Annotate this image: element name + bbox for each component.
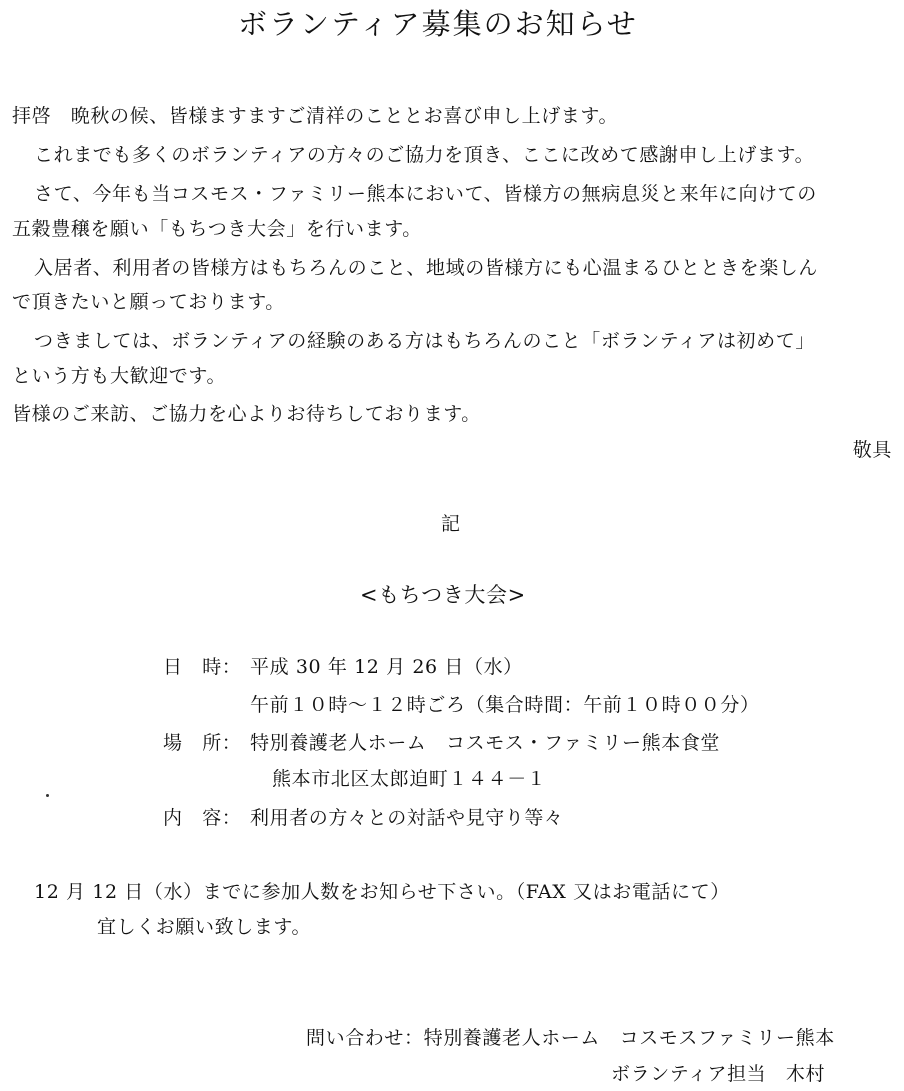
thanks-paragraph: これまでも多くのボランティアの方々のご協力を頂き、ここに改めて感謝申し上げます。	[34, 144, 815, 166]
invitation-paragraph-line2: で頂きたいと願っております。	[12, 291, 285, 313]
place-label: 場 所：	[163, 732, 242, 754]
keigu-closing: 敬具	[852, 439, 892, 461]
ki-heading: 記	[441, 513, 461, 535]
time-value: 午前１０時～１２時ごろ（集合時間：午前１０時００分）	[250, 694, 760, 716]
date-value: 平成 30 年 12 月 26 日（水）	[250, 656, 523, 678]
scan-speck	[46, 794, 49, 797]
event-paragraph-line2: 五穀豊穣を願い「もちつき大会」を行います。	[12, 218, 422, 240]
event-title: <もちつき大会>	[360, 583, 526, 607]
welcome-paragraph-line1: つきましては、ボランティアの経験のある方はもちろんのこと「ボランティアは初めて」	[34, 330, 815, 352]
contact-person: ボランティア担当 木村	[611, 1063, 826, 1085]
contact-line: 問い合わせ：特別養護老人ホーム コスモスファミリー熊本	[306, 1027, 835, 1049]
address-value: 熊本市北区太郎迫町１４４－１	[272, 768, 547, 790]
welcome-paragraph-line2: という方も大歓迎です。	[12, 365, 227, 387]
invitation-paragraph-line1: 入居者、利用者の皆様方はもちろんのこと、地域の皆様方にも心温まるひとときを楽しん	[34, 257, 819, 279]
content-value: 利用者の方々との対話や見守り等々	[250, 807, 564, 829]
place-value: 特別養護老人ホーム コスモス・ファミリー熊本食堂	[250, 732, 721, 754]
greeting-paragraph: 拝啓 晩秋の候、皆様ますますご清祥のこととお喜び申し上げます。	[12, 105, 619, 127]
event-paragraph-line1: さて、今年も当コスモス・ファミリー熊本において、皆様方の無病息災と来年に向けての	[34, 183, 817, 205]
rsvp-notice: 12 月 12 日（水）までに参加人数をお知らせ下さい。（FAX 又はお電話にて）	[34, 881, 730, 903]
closing-paragraph: 皆様のご来訪、ご協力を心よりお待ちしております。	[12, 403, 481, 425]
regards-line: 宜しくお願い致します。	[97, 916, 312, 938]
date-label: 日 時：	[163, 656, 242, 678]
content-label: 内 容：	[163, 807, 242, 829]
document-title: ボランティア募集のお知らせ	[238, 7, 638, 41]
